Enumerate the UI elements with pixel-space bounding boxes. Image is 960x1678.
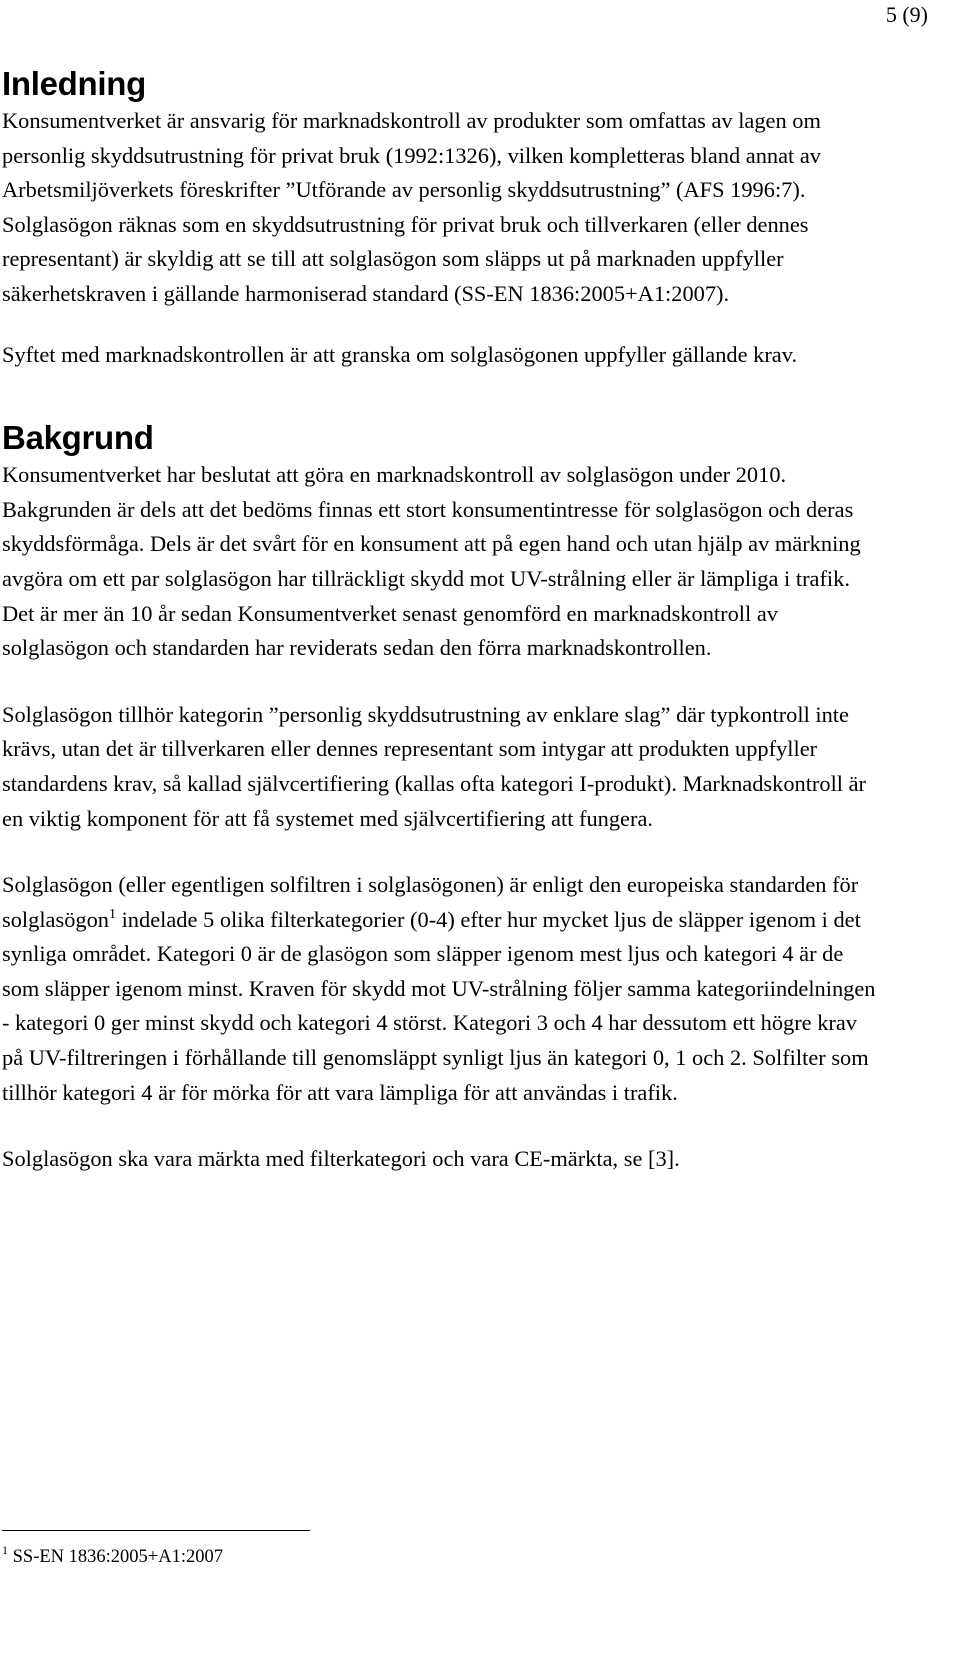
paragraph-bakgrund-1: Konsumentverket har beslutat att göra en marknadskontroll av solglasögon under 2010. Bakgrunden är dels att det bedöms finnas ett stort konsumentintresse för solglasögon och deras skyddsförmåga. Dels är det svårt för en konsument att på egen hand och utan hjälp av märkning avgöra om ett par solglasögon har tillräckligt skydd mot UV-strålning eller är lämpliga i trafik. Det är mer än 10 år sedan Konsumentverket senast genomförd en marknadskontroll av solglasögon och standarden har reviderats sedan den förra marknadskontrollen. — [2, 462, 861, 661]
paragraph-text-after-footnote: indelade 5 olika filterkategorier (0-4) efter hur mycket ljus de släpper igenom i det synliga området. Kategori 0 är de glasögon som släpper igenom mest ljus och kategori 4 är de som släpper igenom minst. Kraven för skydd mot UV-strålning följer samma kategoriindelningen - kategori 0 ger minst skydd och kategori 4 störst. Kategori 3 och 4 har dessutom ett högre krav på UV-filtreringen i förhållande till genomsläppt synligt ljus än kategori 0, 1 och 2. Solfilter som tillhör kategori 4 är för mörka för att vara lämpliga för att användas i trafik. — [2, 906, 876, 1105]
paragraph-bakgrund-2: Solglasögon tillhör kategorin ”personlig skyddsutrustning av enklare slag” där typkontroll inte krävs, utan det är tillverkaren eller dennes representant som intygar att produkten uppfyller standardens krav, så kallad självcertifiering (kallas ofta kategori I-produkt). Marknadskontroll är en viktig komponent för att få systemet med självcertifiering att fungera. — [2, 701, 867, 831]
paragraph-text-before-footnote: Solglasögon (eller egentligen solfiltren i solglasögonen) är enligt den europeiska standarden för solglasögon — [2, 872, 859, 932]
paragraph-bakgrund-4: Solglasögon ska vara märkta med filterkategori och vara CE-märkta, se [3]. — [2, 1146, 680, 1172]
footnote-reference[interactable]: 1 — [108, 906, 116, 922]
footnote — [2, 1544, 223, 1570]
document-body — [2, 62, 882, 1177]
page-number: 5 (9) — [885, 2, 928, 27]
heading-bakgrund: Bakgrund — [2, 419, 154, 457]
heading-inledning: Inledning — [2, 65, 146, 102]
paragraph-inledning-2: Syftet med marknadskontrollen är att granska om solglasögonen uppfyller gällande krav. — [2, 341, 798, 367]
footnote-divider — [2, 1530, 310, 1531]
paragraph-inledning-1: Konsumentverket är ansvarig för marknadskontroll av produkter som omfattas av lagen om personlig skyddsutrustning för privat bruk (1992:1326), vilken kompletteras bland annat av Arbetsmiljöverkets föreskrifter ”Utförande av personlig skyddsutrustning” (AFS 1996:7). Solglasögon räknas som en skyddsutrustning för privat bruk och tillverkaren (eller dennes representant) är skyldig att se till att solglasögon som släpps ut på marknaden uppfyller säkerhetskraven i gällande harmoniserad standard (SS-EN 1836:2005+A1:2007). — [2, 108, 821, 306]
footnote-text: SS-EN 1836:2005+A1:2007 — [8, 1547, 223, 1567]
footnote-number: 1 — [2, 1543, 8, 1557]
paragraph-bakgrund-3 — [2, 868, 882, 1110]
